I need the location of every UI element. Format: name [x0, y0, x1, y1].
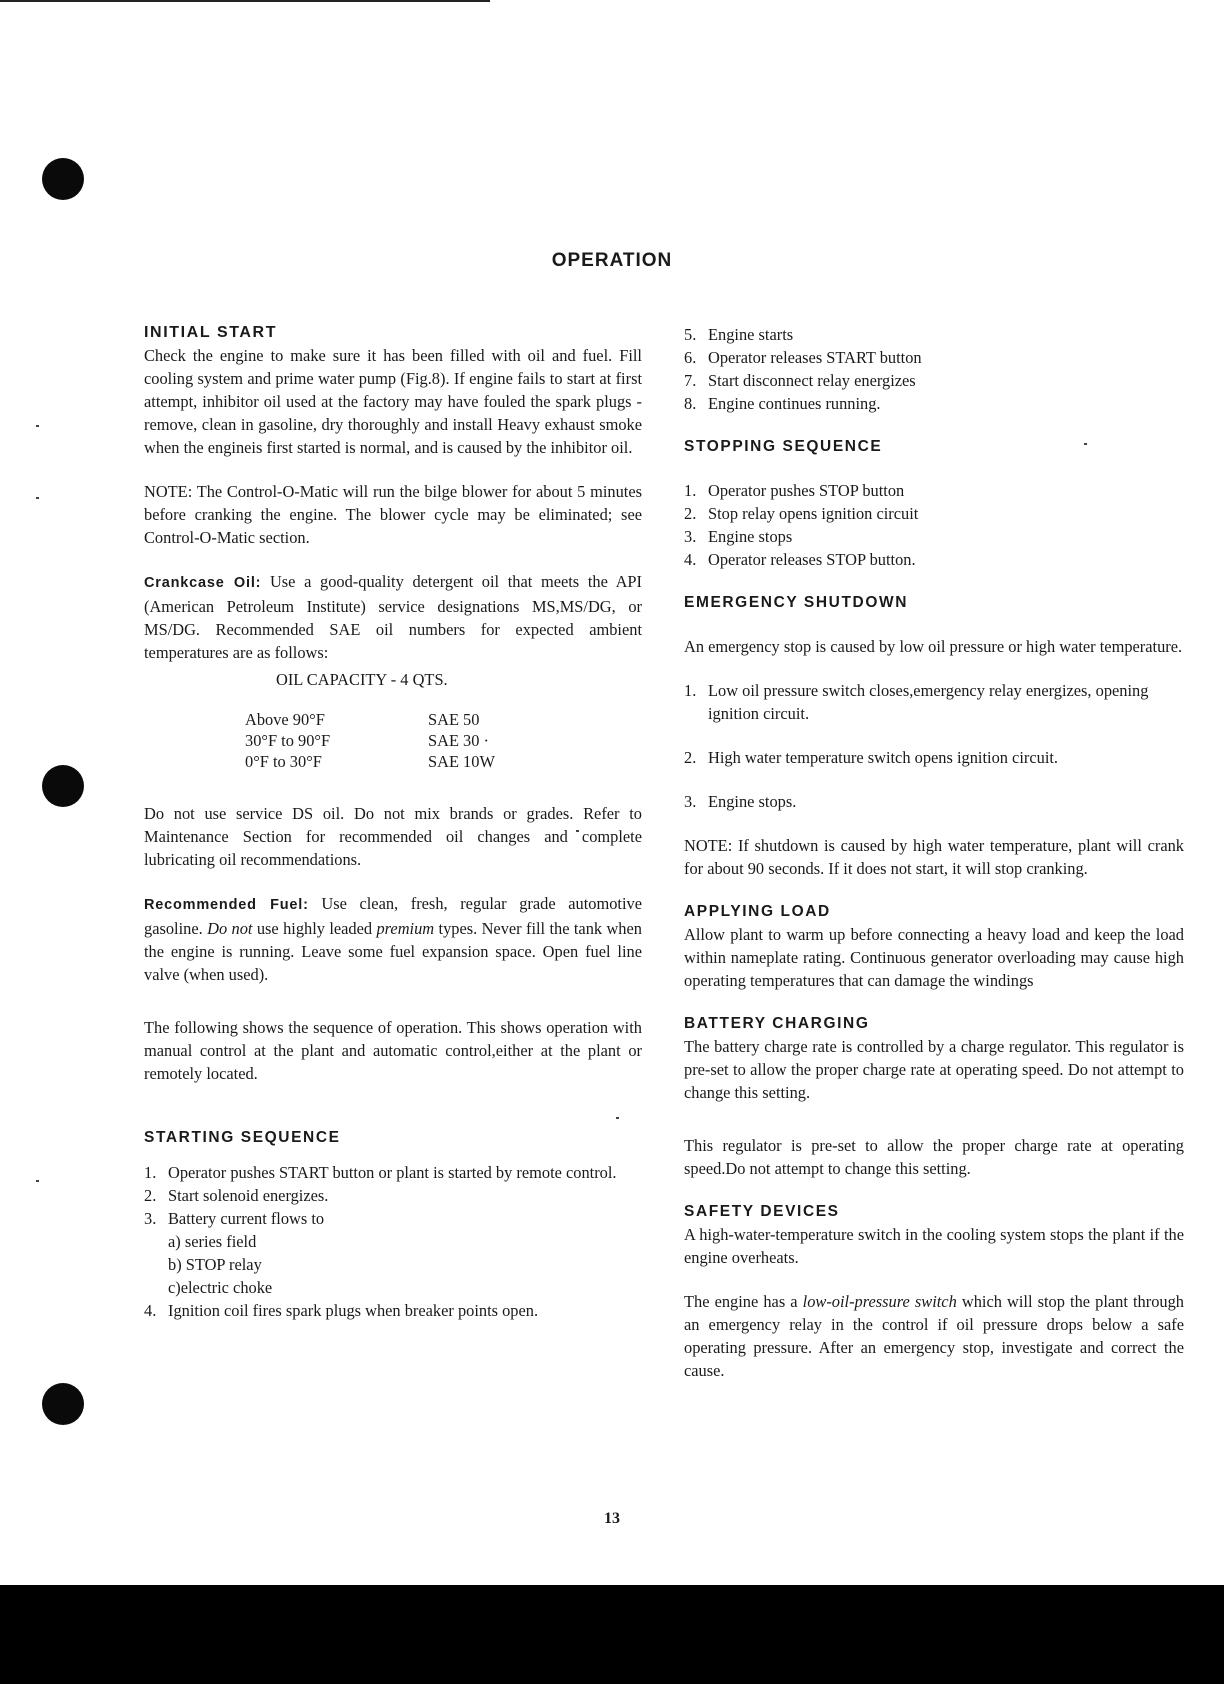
item-text: Low oil pressure switch closes,emergency relay energizes, opening ignition circuit.	[708, 681, 1149, 723]
page-title: OPERATION	[551, 250, 673, 271]
item-number: 2.	[684, 748, 697, 767]
crankcase-oil-label: Crankcase Oil:	[144, 575, 262, 591]
starting-sequence-heading: STARTING SEQUENCE	[144, 1129, 341, 1146]
list-item	[684, 525, 1184, 548]
battery-charging-body-1: The battery charge rate is controlled by a charge regulator. This regulator is pre-set to allow the proper charge rate at operating speed. Do not attempt to change this setting.	[684, 1037, 1184, 1102]
item-number: 1.	[144, 1163, 157, 1182]
item-number: 2.	[144, 1186, 157, 1205]
scan-speck	[36, 1180, 39, 1182]
item-text: Engine continues running.	[708, 394, 881, 413]
page-number: 13	[604, 1510, 620, 1527]
right-column	[684, 323, 1184, 1382]
fuel-text-3: types. Never fill the tank when the engine is running. Leave some fuel expansion space. Open fuel line valve (when used).	[144, 919, 642, 984]
applying-load-body: Allow plant to warm up before connecting a heavy load and keep the load within nameplate rating. Continuous generator overloading may cause high operating temperatures that can damage the windings	[684, 925, 1184, 990]
item-text: Start solenoid energizes.	[168, 1186, 329, 1205]
recommended-fuel-label: Recommended Fuel:	[144, 897, 309, 913]
item-number: 1.	[684, 681, 697, 700]
item-text: Engine stops.	[708, 792, 797, 811]
item-number: 2.	[684, 504, 697, 523]
applying-load-heading: APPLYING LOAD	[684, 903, 831, 920]
oil-capacity-title: OIL CAPACITY - 4 QTS.	[276, 670, 448, 689]
fuel-premium-emphasis: premium	[376, 919, 435, 938]
crankcase-oil-body: Use a good-quality detergent oil that meets the API (American Petroleum Institute) service designations MS,MS/DG, or MS/DG. Recommended SAE oil numbers for expected ambient temperatures are as follows:	[144, 572, 642, 662]
left-column	[144, 322, 642, 1322]
list-item	[684, 790, 1184, 813]
control-o-matic-note: NOTE: The Control-O-Matic will run the bilge blower for about 5 minutes before cranking the engine. The blower cycle may be eliminated; see Control-O-Matic section.	[144, 482, 642, 547]
recommended-fuel-paragraph	[144, 892, 642, 986]
item-text: Operator releases START button	[708, 348, 922, 367]
oil-grade-table	[245, 709, 495, 772]
oil-sae-grade-cell: SAE 30 ·	[428, 731, 490, 750]
oil-sae-grade-cell: SAE 10W	[428, 752, 495, 771]
item-text: High water temperature switch opens ignition circuit.	[708, 748, 1059, 767]
list-item	[684, 346, 1184, 369]
emergency-shutdown-intro: An emergency stop is caused by low oil pressure or high water temperature.	[684, 637, 1183, 656]
list-item	[684, 369, 1184, 392]
item-number: 7.	[684, 371, 697, 390]
item-text: Engine stops	[708, 527, 793, 546]
table-row	[245, 751, 495, 772]
fuel-do-not-emphasis: Do not	[207, 919, 253, 938]
oil-temperature-cell: Above 90°F	[245, 710, 325, 729]
item-number: 4.	[144, 1301, 157, 1320]
starting-sequence-list	[144, 1161, 642, 1322]
table-row	[245, 709, 495, 730]
list-item	[144, 1161, 642, 1184]
low-oil-pressure-switch-emphasis: low-oil-pressure switch	[802, 1292, 957, 1311]
binder-hole-bottom	[42, 1383, 84, 1425]
crankcase-oil-paragraph	[144, 570, 642, 664]
item-number: 1.	[684, 481, 697, 500]
fuel-text-1: Use clean, fresh, regular grade automotive gasoline.	[144, 894, 642, 938]
emergency-shutdown-heading: EMERGENCY SHUTDOWN	[684, 594, 908, 611]
item-text: Operator pushes STOP button	[708, 481, 905, 500]
item-number: 8.	[684, 394, 697, 413]
sub-item: c)electric choke	[168, 1278, 273, 1297]
sub-item: b) STOP relay	[168, 1255, 262, 1274]
item-number: 6.	[684, 348, 697, 367]
initial-start-body: Check the engine to make sure it has been filled with oil and fuel. Fill cooling system and prime water pump (Fig.8). If engine fails to start at first attempt, inhibitor oil used at the factory may have fouled the spark plugs - remove, clean in gasoline, dry thoroughly and install Heavy exhaust smoke when the engineis first started is normal, and is caused by the inhibitor oil.	[144, 346, 642, 457]
item-text: Battery current flows to	[168, 1209, 325, 1228]
item-number: 4.	[684, 550, 697, 569]
initial-start-heading: INITIAL START	[144, 324, 278, 341]
item-text: Start disconnect relay energizes	[708, 371, 916, 390]
binder-hole-middle	[42, 765, 84, 807]
battery-charging-body-2: This regulator is pre-set to allow the proper charge rate at operating speed.Do not attempt to change this setting.	[684, 1136, 1184, 1178]
fuel-text-2: use highly leaded	[256, 919, 373, 938]
item-text: Stop relay opens ignition circuit	[708, 504, 919, 523]
sequence-intro-paragraph: The following shows the sequence of operation. This shows operation with manual control at the plant and automatic control,either at the plant or remotely located.	[144, 1018, 642, 1083]
shutdown-note: NOTE: If shutdown is caused by high water temperature, plant will crank for about 90 seconds. If it does not start, it will stop cranking.	[684, 836, 1184, 878]
item-text: Engine starts	[708, 325, 794, 344]
scan-bottom-shadow	[0, 1585, 1224, 1684]
list-item	[684, 679, 1184, 725]
list-item	[684, 502, 1184, 525]
item-number: 3.	[684, 792, 697, 811]
item-number: 5.	[684, 325, 697, 344]
scan-speck	[36, 497, 39, 499]
oil-temperature-cell: 0°F to 30°F	[245, 752, 322, 771]
list-item	[684, 746, 1184, 769]
table-row	[245, 730, 495, 751]
safety-devices-heading: SAFETY DEVICES	[684, 1203, 840, 1220]
item-number: 3.	[684, 527, 697, 546]
list-item	[684, 548, 1184, 571]
starting-sequence-continued-list	[684, 323, 1184, 415]
list-item	[684, 392, 1184, 415]
item-text: Operator pushes START button or plant is started by remote control.	[168, 1163, 617, 1182]
oil-temperature-cell: 30°F to 90°F	[245, 731, 331, 750]
ds-oil-paragraph: Do not use service DS oil. Do not mix brands or grades. Refer to Maintenance Section for recommended oil changes and complete lubricating oil recommendations.	[144, 804, 642, 869]
scan-speck	[36, 425, 39, 427]
list-item	[684, 323, 1184, 346]
safety-text-2: which will stop the plant through an emergency relay in the control if oil pressure drops below a safe operating pressure. After an emergency stop, investigate and correct the cause.	[684, 1292, 1184, 1380]
scan-edge-line	[0, 0, 490, 2]
oil-sae-grade-cell: SAE 50	[428, 710, 480, 729]
sub-item: a) series field	[168, 1232, 257, 1251]
list-item	[684, 479, 1184, 502]
item-number: 3.	[144, 1209, 157, 1228]
emergency-shutdown-list	[684, 679, 1184, 813]
stopping-sequence-list	[684, 479, 1184, 571]
stopping-sequence-heading: STOPPING SEQUENCE	[684, 438, 883, 455]
item-text: Operator releases STOP button.	[708, 550, 916, 569]
safety-text-1: The engine has a	[684, 1292, 798, 1311]
list-item	[144, 1207, 642, 1299]
binder-hole-top	[42, 158, 84, 200]
list-item	[144, 1184, 642, 1207]
item-text: Ignition coil fires spark plugs when breaker points open.	[168, 1301, 539, 1320]
safety-devices-body-2	[684, 1290, 1184, 1382]
safety-devices-body-1: A high-water-temperature switch in the cooling system stops the plant if the engine overheats.	[684, 1225, 1184, 1267]
list-item	[144, 1299, 642, 1322]
battery-charging-heading: BATTERY CHARGING	[684, 1015, 870, 1032]
